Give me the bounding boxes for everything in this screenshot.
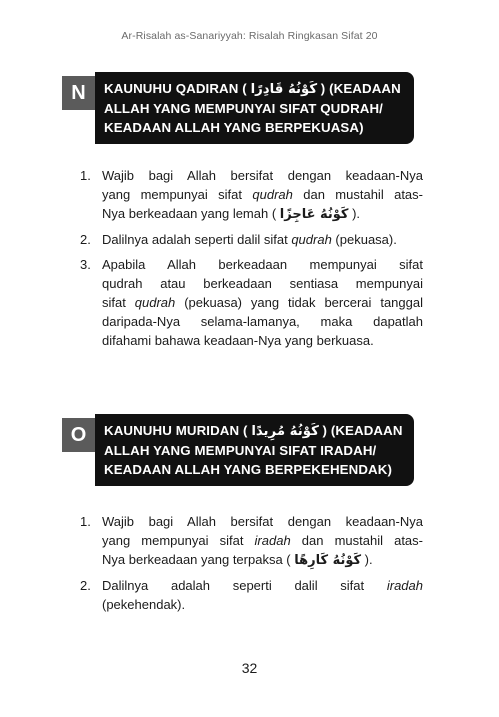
text-line: sifat qudrah (pekuasa) yang tidak bercerai tanggal bbox=[102, 295, 423, 310]
section-letter-badge: O bbox=[62, 418, 95, 452]
text-line: Apabila Allah berkeadaan mempunyai sifat bbox=[102, 257, 423, 272]
text-line: Dalilnya adalah seperti dalil sifat iradah bbox=[102, 578, 423, 593]
section-title bbox=[95, 414, 414, 486]
text-line: Nya berkeadaan yang lemah ( كَوْنُهُ عَاجِزًا ). bbox=[102, 206, 361, 222]
list-item bbox=[80, 166, 423, 224]
section-n-list bbox=[80, 166, 423, 356]
section-header-n bbox=[62, 72, 414, 144]
section-title-line: ALLAH YANG MEMPUNYAI SIFAT IRADAH/ bbox=[104, 443, 377, 458]
section-title-line: KAUNUHU MURIDAN ( كَوْنُهُ مُرِيدًا ) (KEADAAN bbox=[104, 423, 403, 439]
text-line: difahami bahawa keadaan-Nya yang berkuasa. bbox=[102, 333, 374, 348]
list-item-number: 3. bbox=[80, 257, 91, 272]
section-header-o bbox=[62, 414, 414, 486]
text-line: Wajib bagi Allah bersifat dengan keadaan-Nya bbox=[102, 168, 423, 183]
text-line: qudrah atau berkeadaan sentiasa mempunyai bbox=[102, 276, 423, 291]
arabic-term: كَوْنُهُ قَادِرًا bbox=[250, 82, 318, 97]
text-line: Dalilnya adalah seperti dalil sifat qudrah (pekuasa). bbox=[102, 232, 397, 247]
text-line: Nya berkeadaan yang terpaksa ( كَوْنُهُ كَارِهًا ). bbox=[102, 552, 373, 568]
list-item bbox=[80, 576, 423, 614]
list-item-number: 2. bbox=[80, 232, 91, 247]
section-title-line: KEADAAN ALLAH YANG BERPEKUASA) bbox=[104, 120, 364, 135]
section-title-line: ALLAH YANG MEMPUNYAI SIFAT QUDRAH/ bbox=[104, 101, 383, 116]
section-title-line: KEADAAN ALLAH YANG BERPEKEHENDAK) bbox=[104, 462, 392, 477]
text-line: yang mempunyai sifat iradah dan mustahil atas- bbox=[102, 533, 423, 548]
page-number: 32 bbox=[241, 660, 258, 676]
arabic-term: كَوْنُهُ مُرِيدًا bbox=[251, 424, 319, 439]
arabic-term: كَوْنُهُ عَاجِزًا bbox=[279, 207, 349, 222]
text-line: (pekehendak). bbox=[102, 597, 186, 612]
list-item-number: 1. bbox=[80, 514, 91, 529]
arabic-term: كَوْنُهُ كَارِهًا bbox=[294, 553, 362, 568]
section-letter-badge: N bbox=[62, 76, 95, 110]
text-line: daripada-Nya selama-lamanya, maka dapatlah bbox=[102, 314, 423, 329]
section-title-line: KAUNUHU QADIRAN ( كَوْنُهُ قَادِرًا ) (KEADAAN bbox=[104, 81, 401, 97]
section-title bbox=[95, 72, 414, 144]
text-line: yang mempunyai sifat qudrah dan mustahil atas- bbox=[102, 187, 423, 202]
list-item-number: 2. bbox=[80, 578, 91, 593]
list-item bbox=[80, 230, 423, 249]
list-item-number: 1. bbox=[80, 168, 91, 183]
section-o-list bbox=[80, 512, 423, 620]
running-head: Ar-Risalah as-Sanariyyah: Risalah Ringkasan Sifat 20 bbox=[121, 30, 378, 42]
list-item bbox=[80, 255, 423, 350]
list-item bbox=[80, 512, 423, 570]
text-line: Wajib bagi Allah bersifat dengan keadaan-Nya bbox=[102, 514, 423, 529]
